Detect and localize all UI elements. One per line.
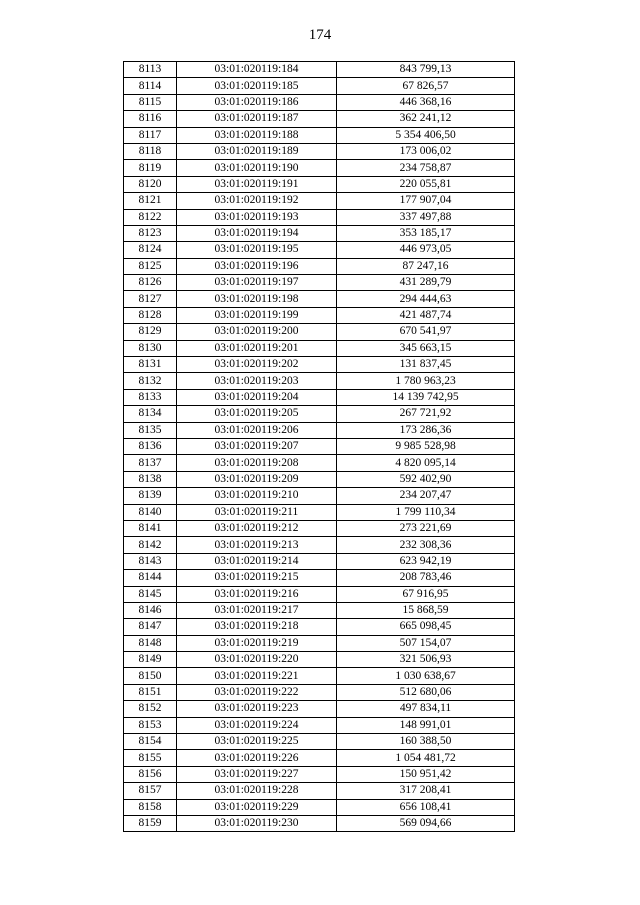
value-cell: 345 663,15: [337, 340, 515, 356]
table-row: [124, 537, 515, 553]
row-number-cell: 8116: [124, 111, 177, 127]
table-row: [124, 275, 515, 291]
row-number-cell: 8156: [124, 766, 177, 782]
value-cell: 512 680,06: [337, 684, 515, 700]
cadastral-number-cell: 03:01:020119:195: [177, 242, 337, 258]
table-row: [124, 553, 515, 569]
value-cell: 569 094,66: [337, 815, 515, 831]
row-number-cell: 8147: [124, 619, 177, 635]
row-number-cell: 8139: [124, 488, 177, 504]
value-cell: 9 985 528,98: [337, 438, 515, 454]
value-cell: 208 783,46: [337, 570, 515, 586]
table-row: [124, 455, 515, 471]
row-number-cell: 8117: [124, 127, 177, 143]
cadastral-number-cell: 03:01:020119:191: [177, 176, 337, 192]
value-cell: 656 108,41: [337, 799, 515, 815]
value-cell: 446 368,16: [337, 94, 515, 110]
table-row: [124, 717, 515, 733]
table-row: [124, 291, 515, 307]
table-body: [124, 62, 515, 832]
row-number-cell: 8114: [124, 78, 177, 94]
value-cell: 317 208,41: [337, 783, 515, 799]
value-cell: 4 820 095,14: [337, 455, 515, 471]
row-number-cell: 8133: [124, 389, 177, 405]
table-row: [124, 258, 515, 274]
table-row: [124, 127, 515, 143]
value-cell: 67 916,95: [337, 586, 515, 602]
table-row: [124, 586, 515, 602]
cadastral-number-cell: 03:01:020119:209: [177, 471, 337, 487]
cadastral-number-cell: 03:01:020119:215: [177, 570, 337, 586]
table-row: [124, 701, 515, 717]
row-number-cell: 8132: [124, 373, 177, 389]
table-row: [124, 193, 515, 209]
row-number-cell: 8158: [124, 799, 177, 815]
cadastral-number-cell: 03:01:020119:224: [177, 717, 337, 733]
row-number-cell: 8148: [124, 635, 177, 651]
value-cell: 15 868,59: [337, 602, 515, 618]
table-row: [124, 78, 515, 94]
cadastral-number-cell: 03:01:020119:196: [177, 258, 337, 274]
row-number-cell: 8136: [124, 438, 177, 454]
value-cell: 353 185,17: [337, 225, 515, 241]
cadastral-number-cell: 03:01:020119:227: [177, 766, 337, 782]
row-number-cell: 8137: [124, 455, 177, 471]
value-cell: 267 721,92: [337, 406, 515, 422]
value-cell: 1 799 110,34: [337, 504, 515, 520]
cadastral-number-cell: 03:01:020119:223: [177, 701, 337, 717]
table-row: [124, 635, 515, 651]
table-row: [124, 307, 515, 323]
table-row: [124, 373, 515, 389]
value-cell: 234 207,47: [337, 488, 515, 504]
cadastral-number-cell: 03:01:020119:194: [177, 225, 337, 241]
cadastral-number-cell: 03:01:020119:201: [177, 340, 337, 356]
table-row: [124, 668, 515, 684]
value-cell: 321 506,93: [337, 652, 515, 668]
table-row: [124, 783, 515, 799]
value-cell: 67 826,57: [337, 78, 515, 94]
row-number-cell: 8150: [124, 668, 177, 684]
table-row: [124, 422, 515, 438]
row-number-cell: 8149: [124, 652, 177, 668]
cadastral-number-cell: 03:01:020119:211: [177, 504, 337, 520]
cadastral-number-cell: 03:01:020119:193: [177, 209, 337, 225]
cadastral-number-cell: 03:01:020119:205: [177, 406, 337, 422]
value-cell: 670 541,97: [337, 324, 515, 340]
row-number-cell: 8127: [124, 291, 177, 307]
value-cell: 150 951,42: [337, 766, 515, 782]
row-number-cell: 8119: [124, 160, 177, 176]
cadastral-number-cell: 03:01:020119:225: [177, 734, 337, 750]
value-cell: 592 402,90: [337, 471, 515, 487]
table-row: [124, 652, 515, 668]
row-number-cell: 8135: [124, 422, 177, 438]
cadastral-number-cell: 03:01:020119:200: [177, 324, 337, 340]
cadastral-number-cell: 03:01:020119:222: [177, 684, 337, 700]
value-cell: 160 388,50: [337, 734, 515, 750]
table-row: [124, 766, 515, 782]
row-number-cell: 8151: [124, 684, 177, 700]
row-number-cell: 8154: [124, 734, 177, 750]
value-cell: 1 030 638,67: [337, 668, 515, 684]
cadastral-number-cell: 03:01:020119:221: [177, 668, 337, 684]
row-number-cell: 8152: [124, 701, 177, 717]
cadastral-number-cell: 03:01:020119:207: [177, 438, 337, 454]
row-number-cell: 8145: [124, 586, 177, 602]
value-cell: 131 837,45: [337, 357, 515, 373]
row-number-cell: 8118: [124, 143, 177, 159]
cadastral-number-cell: 03:01:020119:203: [177, 373, 337, 389]
cadastral-number-cell: 03:01:020119:206: [177, 422, 337, 438]
table-row: [124, 504, 515, 520]
cadastral-number-cell: 03:01:020119:185: [177, 78, 337, 94]
table-row: [124, 619, 515, 635]
table-row: [124, 111, 515, 127]
row-number-cell: 8159: [124, 815, 177, 831]
table-row: [124, 62, 515, 78]
table-row: [124, 225, 515, 241]
value-cell: 177 907,04: [337, 193, 515, 209]
value-cell: 421 487,74: [337, 307, 515, 323]
cadastral-number-cell: 03:01:020119:214: [177, 553, 337, 569]
row-number-cell: 8144: [124, 570, 177, 586]
cadastral-number-cell: 03:01:020119:229: [177, 799, 337, 815]
value-cell: 173 006,02: [337, 143, 515, 159]
table-row: [124, 389, 515, 405]
value-cell: 337 497,88: [337, 209, 515, 225]
row-number-cell: 8140: [124, 504, 177, 520]
cadastral-number-cell: 03:01:020119:184: [177, 62, 337, 78]
cadastral-number-cell: 03:01:020119:210: [177, 488, 337, 504]
value-cell: 431 289,79: [337, 275, 515, 291]
table-row: [124, 520, 515, 536]
table-row: [124, 471, 515, 487]
cadastral-number-cell: 03:01:020119:230: [177, 815, 337, 831]
row-number-cell: 8141: [124, 520, 177, 536]
cadastral-number-cell: 03:01:020119:198: [177, 291, 337, 307]
table-row: [124, 406, 515, 422]
value-cell: 446 973,05: [337, 242, 515, 258]
cadastral-number-cell: 03:01:020119:192: [177, 193, 337, 209]
cadastral-number-cell: 03:01:020119:220: [177, 652, 337, 668]
value-cell: 232 308,36: [337, 537, 515, 553]
row-number-cell: 8153: [124, 717, 177, 733]
cadastral-number-cell: 03:01:020119:197: [177, 275, 337, 291]
row-number-cell: 8138: [124, 471, 177, 487]
value-cell: 497 834,11: [337, 701, 515, 717]
table-row: [124, 815, 515, 831]
cadastral-value-table: [123, 61, 515, 832]
cadastral-number-cell: 03:01:020119:199: [177, 307, 337, 323]
value-cell: 148 991,01: [337, 717, 515, 733]
table-row: [124, 357, 515, 373]
cadastral-number-cell: 03:01:020119:226: [177, 750, 337, 766]
value-cell: 273 221,69: [337, 520, 515, 536]
cadastral-number-cell: 03:01:020119:208: [177, 455, 337, 471]
table-row: [124, 209, 515, 225]
value-cell: 87 247,16: [337, 258, 515, 274]
value-cell: 507 154,07: [337, 635, 515, 651]
cadastral-number-cell: 03:01:020119:189: [177, 143, 337, 159]
table-row: [124, 160, 515, 176]
row-number-cell: 8157: [124, 783, 177, 799]
cadastral-number-cell: 03:01:020119:213: [177, 537, 337, 553]
value-cell: 1 054 481,72: [337, 750, 515, 766]
table-row: [124, 488, 515, 504]
table-row: [124, 143, 515, 159]
row-number-cell: 8125: [124, 258, 177, 274]
table-row: [124, 324, 515, 340]
cadastral-number-cell: 03:01:020119:228: [177, 783, 337, 799]
row-number-cell: 8126: [124, 275, 177, 291]
value-cell: 14 139 742,95: [337, 389, 515, 405]
row-number-cell: 8120: [124, 176, 177, 192]
value-cell: 623 942,19: [337, 553, 515, 569]
row-number-cell: 8113: [124, 62, 177, 78]
row-number-cell: 8142: [124, 537, 177, 553]
value-cell: 362 241,12: [337, 111, 515, 127]
table-row: [124, 438, 515, 454]
table-row: [124, 602, 515, 618]
table-row: [124, 799, 515, 815]
row-number-cell: 8146: [124, 602, 177, 618]
cadastral-number-cell: 03:01:020119:217: [177, 602, 337, 618]
value-cell: 5 354 406,50: [337, 127, 515, 143]
cadastral-number-cell: 03:01:020119:188: [177, 127, 337, 143]
row-number-cell: 8128: [124, 307, 177, 323]
value-cell: 220 055,81: [337, 176, 515, 192]
row-number-cell: 8155: [124, 750, 177, 766]
cadastral-number-cell: 03:01:020119:190: [177, 160, 337, 176]
row-number-cell: 8124: [124, 242, 177, 258]
page-number: 174: [308, 27, 332, 43]
value-cell: 234 758,87: [337, 160, 515, 176]
cadastral-number-cell: 03:01:020119:219: [177, 635, 337, 651]
value-cell: 173 286,36: [337, 422, 515, 438]
row-number-cell: 8143: [124, 553, 177, 569]
value-cell: 1 780 963,23: [337, 373, 515, 389]
row-number-cell: 8131: [124, 357, 177, 373]
cadastral-number-cell: 03:01:020119:187: [177, 111, 337, 127]
row-number-cell: 8123: [124, 225, 177, 241]
table-row: [124, 684, 515, 700]
row-number-cell: 8130: [124, 340, 177, 356]
row-number-cell: 8134: [124, 406, 177, 422]
row-number-cell: 8129: [124, 324, 177, 340]
table-row: [124, 734, 515, 750]
cadastral-number-cell: 03:01:020119:216: [177, 586, 337, 602]
table-row: [124, 340, 515, 356]
value-cell: 294 444,63: [337, 291, 515, 307]
cadastral-number-cell: 03:01:020119:218: [177, 619, 337, 635]
table-row: [124, 750, 515, 766]
row-number-cell: 8115: [124, 94, 177, 110]
cadastral-number-cell: 03:01:020119:186: [177, 94, 337, 110]
table-row: [124, 176, 515, 192]
value-cell: 665 098,45: [337, 619, 515, 635]
cadastral-number-cell: 03:01:020119:212: [177, 520, 337, 536]
row-number-cell: 8121: [124, 193, 177, 209]
row-number-cell: 8122: [124, 209, 177, 225]
cadastral-number-cell: 03:01:020119:204: [177, 389, 337, 405]
table-row: [124, 242, 515, 258]
table-row: [124, 94, 515, 110]
cadastral-number-cell: 03:01:020119:202: [177, 357, 337, 373]
table-row: [124, 570, 515, 586]
value-cell: 843 799,13: [337, 62, 515, 78]
